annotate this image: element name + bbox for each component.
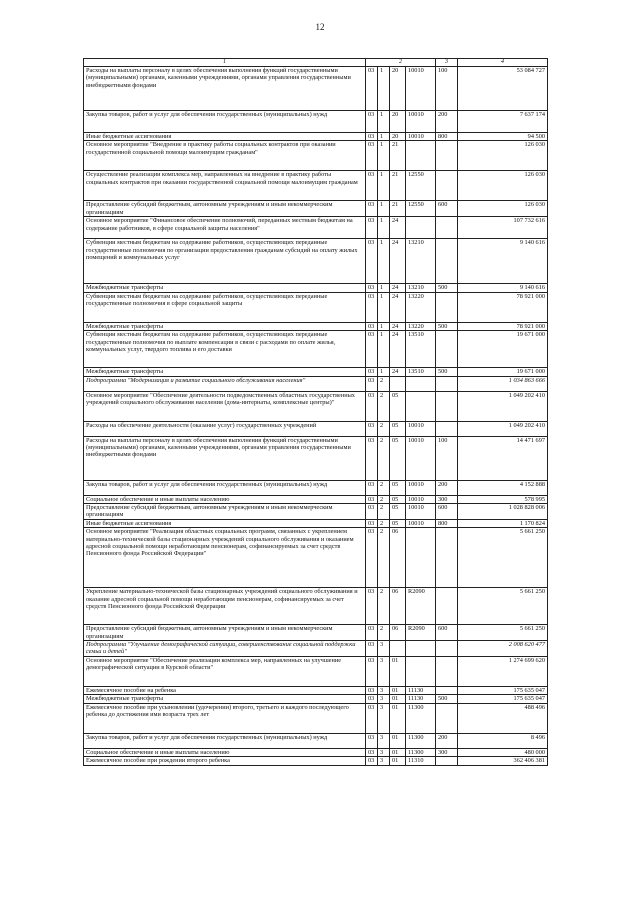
row-code-3: 01 — [390, 703, 406, 733]
row-code-4: 13210 — [406, 284, 436, 292]
row-code-2: 3 — [378, 695, 390, 703]
row-code-2: 3 — [378, 733, 390, 748]
row-code-4 — [406, 141, 436, 171]
row-code-1: 03 — [366, 503, 378, 519]
row-code-3: 05 — [390, 503, 406, 519]
row-code-3: 21 — [390, 201, 406, 217]
row-amount: 94 500 — [458, 133, 548, 141]
row-code-2: 1 — [378, 67, 390, 111]
row-code-2: 2 — [378, 495, 390, 503]
row-amount: 9 140 616 — [458, 239, 548, 284]
row-name: Социальное обеспечение и иные выплаты населению — [84, 748, 366, 756]
row-name: Основное мероприятие "Внедрение в практику работы социальных контрактов при оказании государственной социальной помощи малоимущим гражданам" — [84, 141, 366, 171]
row-code-3: 06 — [390, 625, 406, 641]
row-expense-type: 600 — [436, 201, 458, 217]
row-code-2: 3 — [378, 703, 390, 733]
table-row — [84, 733, 548, 748]
row-amount: 78 921 000 — [458, 292, 548, 322]
row-code-2: 2 — [378, 519, 390, 527]
row-amount: 7 637 174 — [458, 111, 548, 133]
row-code-2: 2 — [378, 421, 390, 436]
row-code-1: 03 — [366, 695, 378, 703]
row-code-4: 12550 — [406, 201, 436, 217]
row-code-2: 1 — [378, 368, 390, 376]
row-amount: 5 661 250 — [458, 588, 548, 625]
row-code-3: 05 — [390, 421, 406, 436]
table-row — [84, 703, 548, 733]
row-code-1: 03 — [366, 331, 378, 368]
row-expense-type: 200 — [436, 733, 458, 748]
row-amount: 1 049 202 410 — [458, 391, 548, 421]
table-row — [84, 503, 548, 519]
row-code-4: 11300 — [406, 733, 436, 748]
table-row — [84, 588, 548, 625]
row-code-3: 24 — [390, 331, 406, 368]
row-code-4: 11300 — [406, 748, 436, 756]
row-code-1: 03 — [366, 686, 378, 694]
row-code-3 — [390, 376, 406, 391]
row-code-3: 01 — [390, 733, 406, 748]
table-row — [84, 239, 548, 284]
row-code-3: 20 — [390, 67, 406, 111]
row-code-4: 13510 — [406, 331, 436, 368]
row-code-3: 05 — [390, 391, 406, 421]
row-code-1: 03 — [366, 133, 378, 141]
row-code-4: 10010 — [406, 436, 436, 480]
row-code-2: 3 — [378, 641, 390, 657]
table-row — [84, 141, 548, 171]
table-row — [84, 641, 548, 657]
row-expense-type — [436, 588, 458, 625]
row-expense-type — [436, 686, 458, 694]
table-row — [84, 368, 548, 376]
row-expense-type — [436, 421, 458, 436]
row-expense-type — [436, 528, 458, 588]
row-amount: 9 140 616 — [458, 284, 548, 292]
table-row — [84, 217, 548, 239]
row-code-3: 01 — [390, 748, 406, 756]
row-code-1: 03 — [366, 171, 378, 201]
row-code-4: 13510 — [406, 368, 436, 376]
row-expense-type: 200 — [436, 480, 458, 495]
row-code-1: 03 — [366, 703, 378, 733]
row-amount: 19 671 000 — [458, 331, 548, 368]
row-code-2: 2 — [378, 436, 390, 480]
row-code-4: 13220 — [406, 322, 436, 330]
row-code-3: 21 — [390, 171, 406, 201]
row-expense-type — [436, 239, 458, 284]
row-name: Основное мероприятие "Обеспечение деятельности подведомственных областных государственных учреждений социального обслуживания населения (дома-интернаты, комплексные центры)" — [84, 391, 366, 421]
row-code-3: 01 — [390, 695, 406, 703]
row-name: Осуществление реализации комплекса мер, направленных на внедрение в практику работы социальных контрактов при оказании государственной социальной помощи малоимущим гражданам — [84, 171, 366, 201]
row-code-1: 03 — [366, 292, 378, 322]
row-code-4 — [406, 528, 436, 588]
row-name: Ежемесячное пособие при рождении второго ребенка — [84, 757, 366, 765]
row-name: Субвенции местным бюджетам на содержание работников, осуществляющих переданные государственные полномочия в сфере социальной защиты — [84, 292, 366, 322]
row-code-3: 20 — [390, 111, 406, 133]
row-code-2: 2 — [378, 391, 390, 421]
row-code-3: 24 — [390, 368, 406, 376]
row-name: Закупка товаров, работ и услуг для обеспечения государственных (муниципальных) нужд — [84, 111, 366, 133]
row-code-3: 06 — [390, 588, 406, 625]
row-code-3: 21 — [390, 141, 406, 171]
row-code-4 — [406, 376, 436, 391]
row-name: Расходы на обеспечение деятельности (оказание услуг) государственных учреждений — [84, 421, 366, 436]
row-expense-type — [436, 391, 458, 421]
row-amount: 5 661 250 — [458, 528, 548, 588]
table-row — [84, 111, 548, 133]
row-name: Расходы на выплаты персоналу в целях обеспечения выполнения функций государственными (муниципальными) органами, казенными учреждениями, органами управления государственными внебюджетными фондами — [84, 67, 366, 111]
row-code-2: 1 — [378, 239, 390, 284]
row-amount: 126 030 — [458, 171, 548, 201]
row-code-2: 3 — [378, 656, 390, 686]
row-expense-type: 300 — [436, 495, 458, 503]
row-code-4 — [406, 391, 436, 421]
row-code-1: 03 — [366, 480, 378, 495]
row-code-3: 24 — [390, 284, 406, 292]
row-expense-type — [436, 376, 458, 391]
row-code-2: 1 — [378, 217, 390, 239]
row-code-3: 24 — [390, 239, 406, 284]
row-code-4: 11300 — [406, 703, 436, 733]
row-amount: 488 496 — [458, 703, 548, 733]
row-code-1: 03 — [366, 141, 378, 171]
row-code-1: 03 — [366, 376, 378, 391]
row-code-1: 03 — [366, 421, 378, 436]
row-name: Социальное обеспечение и иные выплаты населению — [84, 495, 366, 503]
row-code-3: 05 — [390, 480, 406, 495]
table-row — [84, 695, 548, 703]
row-expense-type — [436, 217, 458, 239]
row-code-3: 05 — [390, 519, 406, 527]
row-code-3: 01 — [390, 656, 406, 686]
row-expense-type: 800 — [436, 519, 458, 527]
row-amount: 362 406 381 — [458, 757, 548, 765]
row-code-3: 01 — [390, 686, 406, 694]
row-code-1: 03 — [366, 322, 378, 330]
row-code-1: 03 — [366, 748, 378, 756]
table-row — [84, 625, 548, 641]
row-name: Межбюджетные трансферты — [84, 695, 366, 703]
row-expense-type — [436, 757, 458, 765]
row-code-2: 1 — [378, 292, 390, 322]
table-row — [84, 171, 548, 201]
table-body — [84, 67, 548, 766]
row-code-4: 10010 — [406, 67, 436, 111]
table-row — [84, 421, 548, 436]
table-row — [84, 391, 548, 421]
budget-table — [83, 58, 548, 766]
table-row — [84, 480, 548, 495]
table-row — [84, 67, 548, 111]
row-code-2: 1 — [378, 331, 390, 368]
row-code-1: 03 — [366, 733, 378, 748]
row-code-2: 1 — [378, 133, 390, 141]
row-code-2: 1 — [378, 171, 390, 201]
row-name: Субвенции местным бюджетам на содержание работников, осуществляющих переданные государственные полномочия по выплате компенсации в связи с расходами по оплате жилья, коммунальных услуг, твердого топлива и его доставки — [84, 331, 366, 368]
row-name: Подпрограмма "Модернизация и развитие социального обслуживания населения" — [84, 376, 366, 391]
row-expense-type: 600 — [436, 503, 458, 519]
row-amount: 1 049 202 410 — [458, 421, 548, 436]
table-row — [84, 133, 548, 141]
row-code-1: 03 — [366, 368, 378, 376]
row-amount: 1 034 863 666 — [458, 376, 548, 391]
row-code-3: 20 — [390, 133, 406, 141]
page-number: 12 — [315, 22, 325, 32]
row-expense-type: 500 — [436, 322, 458, 330]
row-code-4: R2090 — [406, 588, 436, 625]
row-code-4: 10010 — [406, 421, 436, 436]
row-name: Укрепление материально-технической базы стационарных учреждений социального обслуживания и оказание адресной социальной помощи неработающим пенсионерам, софинансируемых за счет средств Пенсионного фонда Российской Федерации — [84, 588, 366, 625]
row-expense-type: 100 — [436, 67, 458, 111]
row-amount: 4 152 888 — [458, 480, 548, 495]
table-row — [84, 436, 548, 480]
row-name: Ежемесячное пособие на ребенка — [84, 686, 366, 694]
table-row — [84, 292, 548, 322]
row-code-3: 06 — [390, 528, 406, 588]
row-amount: 107 732 616 — [458, 217, 548, 239]
row-code-2: 3 — [378, 686, 390, 694]
column-number-row — [84, 59, 548, 67]
table-row — [84, 284, 548, 292]
row-expense-type: 200 — [436, 111, 458, 133]
row-code-4 — [406, 641, 436, 657]
row-code-3: 24 — [390, 322, 406, 330]
row-name: Субвенции местным бюджетам на содержание работников, осуществляющих переданные государственные полномочия по организации предоставления гражданам субсидий на оплату жилых помещений и коммунальных услуг — [84, 239, 366, 284]
row-code-4: 11130 — [406, 686, 436, 694]
row-code-2: 1 — [378, 141, 390, 171]
row-amount: 1 170 824 — [458, 519, 548, 527]
row-name: Межбюджетные трансферты — [84, 322, 366, 330]
row-amount: 8 496 — [458, 733, 548, 748]
table-row — [84, 495, 548, 503]
row-amount: 19 671 000 — [458, 368, 548, 376]
row-expense-type: 600 — [436, 625, 458, 641]
row-name: Предоставление субсидий бюджетным, автономным учреждениям и иным некоммерческим организациям — [84, 201, 366, 217]
col-header-code: 2 — [366, 59, 436, 67]
row-expense-type — [436, 703, 458, 733]
row-amount: 78 921 000 — [458, 322, 548, 330]
table-row — [84, 757, 548, 765]
row-code-2: 2 — [378, 480, 390, 495]
row-code-1: 03 — [366, 391, 378, 421]
row-name: Закупка товаров, работ и услуг для обеспечения государственных (муниципальных) нужд — [84, 480, 366, 495]
row-amount: 1 274 699 620 — [458, 656, 548, 686]
row-expense-type — [436, 656, 458, 686]
row-amount: 175 635 047 — [458, 695, 548, 703]
table-row — [84, 519, 548, 527]
row-code-4: 11130 — [406, 695, 436, 703]
col-header-vr: 3 — [436, 59, 458, 67]
row-name: Закупка товаров, работ и услуг для обеспечения государственных (муниципальных) нужд — [84, 733, 366, 748]
row-name: Межбюджетные трансферты — [84, 368, 366, 376]
row-expense-type — [436, 331, 458, 368]
row-code-1: 03 — [366, 436, 378, 480]
row-code-4: 13210 — [406, 239, 436, 284]
row-name: Предоставление субсидий бюджетным, автономным учреждениям и иным некоммерческим организациям — [84, 503, 366, 519]
table-row — [84, 331, 548, 368]
row-name: Основное мероприятие "Финансовое обеспечение полномочий, переданных местным бюджетам на содержание работников, в сфере социальной защиты населения" — [84, 217, 366, 239]
row-code-4: 12550 — [406, 171, 436, 201]
row-code-2: 2 — [378, 528, 390, 588]
row-code-1: 03 — [366, 67, 378, 111]
row-name: Межбюджетные трансферты — [84, 284, 366, 292]
table-row — [84, 201, 548, 217]
row-code-3: 24 — [390, 292, 406, 322]
row-code-1: 03 — [366, 111, 378, 133]
table-row — [84, 748, 548, 756]
row-name: Предоставление субсидий бюджетным, автономным учреждениям и иным некоммерческим организациям — [84, 625, 366, 641]
row-code-3: 01 — [390, 757, 406, 765]
table-row — [84, 376, 548, 391]
row-code-3 — [390, 641, 406, 657]
col-header-name: 1 — [84, 59, 366, 67]
row-name: Иные бюджетные ассигнования — [84, 133, 366, 141]
row-code-2: 3 — [378, 748, 390, 756]
row-code-3: 05 — [390, 436, 406, 480]
row-expense-type: 300 — [436, 748, 458, 756]
col-header-amount: 4 — [458, 59, 548, 67]
row-expense-type: 500 — [436, 695, 458, 703]
row-code-1: 03 — [366, 588, 378, 625]
row-code-1: 03 — [366, 495, 378, 503]
row-code-4: 10010 — [406, 480, 436, 495]
row-code-1: 03 — [366, 239, 378, 284]
row-name: Иные бюджетные ассигнования — [84, 519, 366, 527]
row-code-1: 03 — [366, 625, 378, 641]
row-expense-type: 800 — [436, 133, 458, 141]
row-amount: 126 030 — [458, 201, 548, 217]
row-code-2: 2 — [378, 503, 390, 519]
row-expense-type — [436, 141, 458, 171]
row-code-2: 2 — [378, 376, 390, 391]
row-amount: 14 471 697 — [458, 436, 548, 480]
row-code-2: 3 — [378, 757, 390, 765]
row-amount: 1 028 828 006 — [458, 503, 548, 519]
row-code-1: 03 — [366, 217, 378, 239]
row-code-4 — [406, 656, 436, 686]
row-expense-type: 500 — [436, 368, 458, 376]
row-code-4: 10010 — [406, 133, 436, 141]
row-code-4: 11310 — [406, 757, 436, 765]
row-code-4: 10010 — [406, 495, 436, 503]
row-amount: 480 000 — [458, 748, 548, 756]
row-amount: 2 008 620 477 — [458, 641, 548, 657]
row-code-4: 13220 — [406, 292, 436, 322]
row-code-1: 03 — [366, 641, 378, 657]
row-code-1: 03 — [366, 528, 378, 588]
row-code-1: 03 — [366, 757, 378, 765]
row-amount: 175 635 047 — [458, 686, 548, 694]
row-code-2: 2 — [378, 588, 390, 625]
row-expense-type — [436, 292, 458, 322]
row-amount: 53 084 727 — [458, 67, 548, 111]
row-code-1: 03 — [366, 284, 378, 292]
table-row — [84, 686, 548, 694]
row-name: Ежемесячное пособие при усыновлении (удочерении) второго, третьего и каждого последующего ребенка до достижения ими возраста трех лет — [84, 703, 366, 733]
row-expense-type — [436, 641, 458, 657]
table-row — [84, 322, 548, 330]
row-code-4: 10010 — [406, 111, 436, 133]
row-amount: 578 995 — [458, 495, 548, 503]
row-code-4: 10010 — [406, 503, 436, 519]
row-code-1: 03 — [366, 201, 378, 217]
row-code-4: 10010 — [406, 519, 436, 527]
row-name: Основное мероприятие "Реализация областных социальных программ, связанных с укреплением материально-технической базы стационарных учреждений социального обслуживания и оказанием адресной социальной помощи неработающим пенсионерам, софинансируемых за счет средств Пенсионного фонда Российской Федерации" — [84, 528, 366, 588]
row-code-4: R2090 — [406, 625, 436, 641]
row-code-3: 05 — [390, 495, 406, 503]
row-expense-type — [436, 171, 458, 201]
row-name: Подпрограмма "Улучшение демографической ситуации, совершенствование социальной поддержки семьи и детей" — [84, 641, 366, 657]
row-name: Расходы на выплаты персоналу в целях обеспечения выполнения функций государственными (муниципальными) органами, казенными учреждениями, органами управления государственными внебюджетными фондами — [84, 436, 366, 480]
row-amount: 5 661 250 — [458, 625, 548, 641]
row-code-1: 03 — [366, 519, 378, 527]
row-code-2: 1 — [378, 322, 390, 330]
row-code-1: 03 — [366, 656, 378, 686]
row-expense-type: 500 — [436, 284, 458, 292]
table-row — [84, 656, 548, 686]
row-name: Основное мероприятие "Обеспечение реализации комплекса мер, направленных на улучшение демографической ситуации в Курской области" — [84, 656, 366, 686]
row-code-4 — [406, 217, 436, 239]
row-code-2: 1 — [378, 284, 390, 292]
row-amount: 126 030 — [458, 141, 548, 171]
row-expense-type: 100 — [436, 436, 458, 480]
row-code-2: 1 — [378, 111, 390, 133]
row-code-2: 2 — [378, 625, 390, 641]
row-code-2: 1 — [378, 201, 390, 217]
table-row — [84, 528, 548, 588]
row-code-3: 24 — [390, 217, 406, 239]
